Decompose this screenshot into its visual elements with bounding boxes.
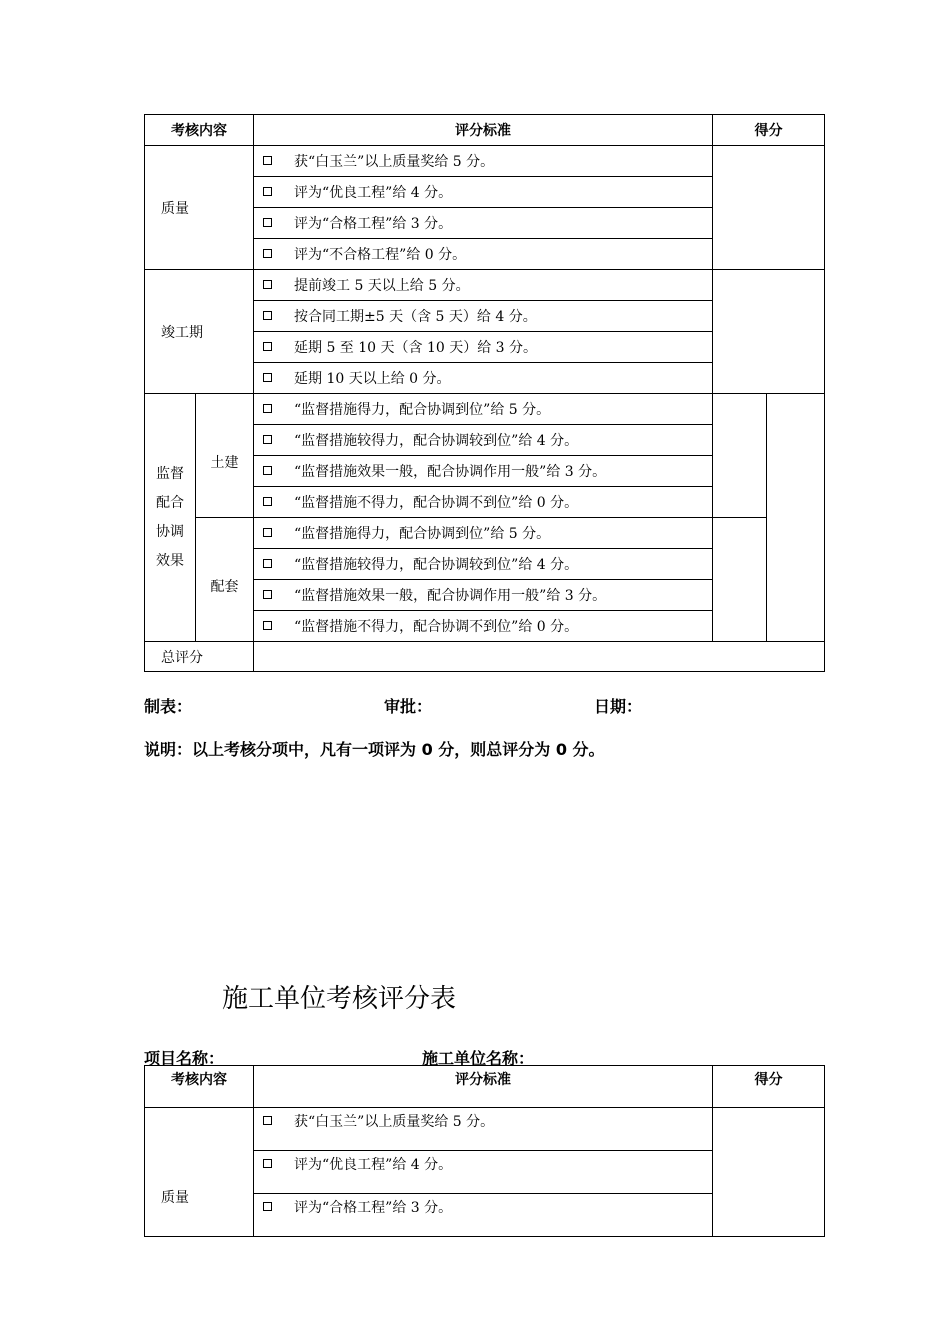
checkbox-icon[interactable] bbox=[263, 156, 272, 165]
checkbox-icon[interactable] bbox=[263, 466, 272, 475]
checkbox-icon[interactable] bbox=[263, 342, 272, 351]
table-row bbox=[145, 146, 825, 177]
supervision-label-line: 监督 bbox=[156, 465, 184, 482]
criteria-cell bbox=[254, 456, 713, 487]
criteria-text: “监督措施效果一般，配合协调作用一般”给 3 分。 bbox=[294, 464, 607, 480]
criteria-text: “监督措施不得力，配合协调不到位”给 0 分。 bbox=[294, 619, 579, 635]
criteria-text: “监督措施较得力，配合协调较到位”给 4 分。 bbox=[294, 433, 579, 449]
criteria-text: 提前竣工 5 天以上给 5 分。 bbox=[294, 278, 470, 294]
quality-label: 质量 bbox=[145, 1108, 254, 1237]
note-text: 说明：以上考核分项中，凡有一项评为 0 分，则总评分为 0 分。 bbox=[144, 740, 605, 759]
criteria-cell bbox=[254, 363, 713, 394]
supervision-label-line: 协调 bbox=[156, 523, 184, 540]
total-row bbox=[145, 642, 825, 672]
supervision-score-cell[interactable] bbox=[767, 394, 825, 642]
criteria-text: “监督措施不得力，配合协调不到位”给 0 分。 bbox=[294, 495, 579, 511]
criteria-text: 获“白玉兰”以上质量奖给 5 分。 bbox=[294, 1114, 495, 1130]
quality-score-cell[interactable] bbox=[713, 146, 825, 270]
completion-label: 竣工期 bbox=[145, 270, 254, 394]
criteria-text: 评为“不合格工程”给 0 分。 bbox=[294, 247, 467, 263]
criteria-cell bbox=[254, 332, 713, 363]
contractor-name-label: 施工单位名称： bbox=[422, 1049, 535, 1068]
criteria-text: 评为“合格工程”给 3 分。 bbox=[294, 1200, 453, 1216]
criteria-text: “监督措施得力，配合协调到位”给 5 分。 bbox=[294, 402, 551, 418]
supervision-label-line: 配合 bbox=[156, 494, 184, 511]
criteria-cell bbox=[254, 270, 713, 301]
checkbox-icon[interactable] bbox=[263, 1202, 272, 1211]
checkbox-icon[interactable] bbox=[263, 1116, 272, 1125]
table-row bbox=[145, 518, 825, 549]
header-criteria: 评分标准 bbox=[254, 115, 713, 146]
project-name-label: 项目名称： bbox=[144, 1049, 225, 1068]
criteria-cell bbox=[254, 549, 713, 580]
made-by-label: 制表： bbox=[144, 697, 193, 716]
checkbox-icon[interactable] bbox=[263, 435, 272, 444]
criteria-cell bbox=[254, 518, 713, 549]
checkbox-icon[interactable] bbox=[263, 218, 272, 227]
criteria-cell bbox=[254, 1151, 713, 1194]
table-row bbox=[145, 1108, 825, 1151]
criteria-cell bbox=[254, 177, 713, 208]
approved-by-label: 审批： bbox=[384, 697, 433, 716]
criteria-text: 评为“优良工程”给 4 分。 bbox=[294, 185, 453, 201]
criteria-cell bbox=[254, 301, 713, 332]
criteria-cell bbox=[254, 487, 713, 518]
criteria-cell bbox=[254, 239, 713, 270]
checkbox-icon[interactable] bbox=[263, 311, 272, 320]
checkbox-icon[interactable] bbox=[263, 528, 272, 537]
criteria-text: 评为“合格工程”给 3 分。 bbox=[294, 216, 453, 232]
supporting-score-cell[interactable] bbox=[713, 518, 767, 642]
criteria-text: “监督措施效果一般，配合协调作用一般”给 3 分。 bbox=[294, 588, 607, 604]
table-header-row bbox=[145, 1066, 825, 1108]
criteria-cell bbox=[254, 394, 713, 425]
criteria-cell bbox=[254, 146, 713, 177]
table-row bbox=[145, 394, 825, 425]
checkbox-icon[interactable] bbox=[263, 1159, 272, 1168]
civil-label: 土建 bbox=[196, 394, 254, 518]
criteria-cell bbox=[254, 208, 713, 239]
criteria-cell bbox=[254, 611, 713, 642]
checkbox-icon[interactable] bbox=[263, 559, 272, 568]
checkbox-icon[interactable] bbox=[263, 404, 272, 413]
page-title: 施工单位考核评分表 bbox=[222, 984, 457, 1014]
header-content: 考核内容 bbox=[145, 1066, 254, 1108]
table-row bbox=[145, 270, 825, 301]
checkbox-icon[interactable] bbox=[263, 373, 272, 382]
header-score: 得分 bbox=[713, 115, 825, 146]
supervision-label bbox=[145, 394, 196, 642]
criteria-text: “监督措施较得力，配合协调较到位”给 4 分。 bbox=[294, 557, 579, 573]
supporting-label: 配套 bbox=[196, 518, 254, 642]
table-header-row bbox=[145, 115, 825, 146]
total-label: 总评分 bbox=[145, 642, 254, 672]
supervision-label-line: 效果 bbox=[156, 552, 184, 569]
criteria-text: 按合同工期±5 天（含 5 天）给 4 分。 bbox=[294, 309, 537, 325]
criteria-cell bbox=[254, 1194, 713, 1237]
criteria-cell bbox=[254, 425, 713, 456]
checkbox-icon[interactable] bbox=[263, 590, 272, 599]
checkbox-icon[interactable] bbox=[263, 621, 272, 630]
header-content: 考核内容 bbox=[145, 115, 254, 146]
quality-score-cell[interactable] bbox=[713, 1108, 825, 1237]
completion-score-cell[interactable] bbox=[713, 270, 825, 394]
criteria-text: 延期 5 至 10 天（含 10 天）给 3 分。 bbox=[294, 340, 538, 356]
checkbox-icon[interactable] bbox=[263, 497, 272, 506]
header-score: 得分 bbox=[713, 1066, 825, 1108]
criteria-cell bbox=[254, 1108, 713, 1151]
criteria-text: 获“白玉兰”以上质量奖给 5 分。 bbox=[294, 154, 495, 170]
criteria-text: 延期 10 天以上给 0 分。 bbox=[294, 371, 451, 387]
criteria-cell bbox=[254, 580, 713, 611]
date-label: 日期： bbox=[594, 697, 643, 716]
assessment-table-2 bbox=[144, 1065, 825, 1237]
civil-score-cell[interactable] bbox=[713, 394, 767, 518]
criteria-text: “监督措施得力，配合协调到位”给 5 分。 bbox=[294, 526, 551, 542]
checkbox-icon[interactable] bbox=[263, 280, 272, 289]
total-score-cell[interactable] bbox=[254, 642, 825, 672]
checkbox-icon[interactable] bbox=[263, 249, 272, 258]
assessment-table bbox=[144, 114, 825, 672]
quality-label: 质量 bbox=[145, 146, 254, 270]
checkbox-icon[interactable] bbox=[263, 187, 272, 196]
criteria-text: 评为“优良工程”给 4 分。 bbox=[294, 1157, 453, 1173]
header-criteria: 评分标准 bbox=[254, 1066, 713, 1108]
